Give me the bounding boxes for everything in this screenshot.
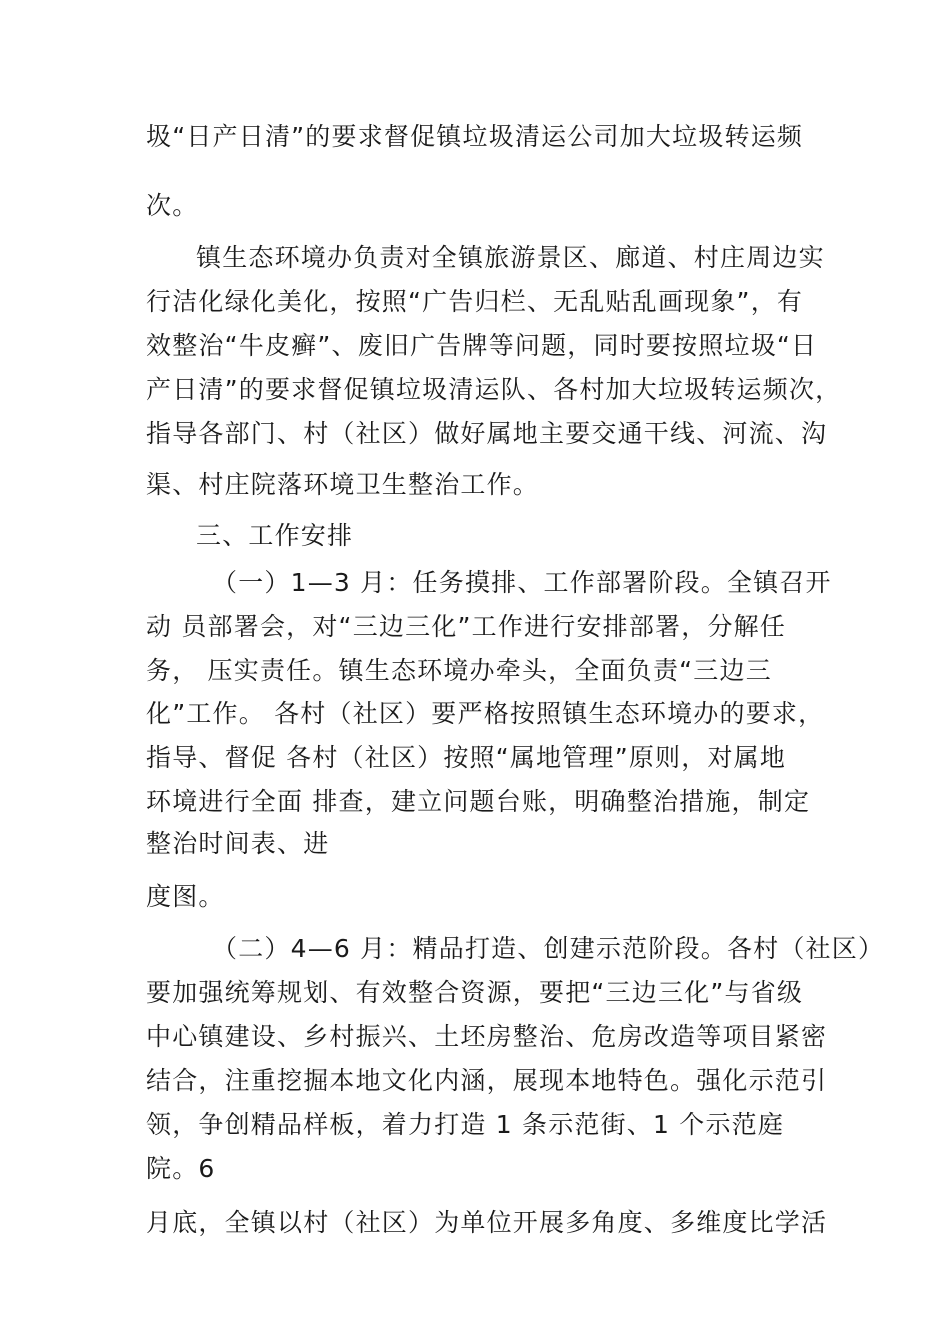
body-text-line: 要加强统筹规划、有效整合资源，要把“三边三化”与省级 [146, 978, 804, 1007]
body-text-line: 领，争创精品样板，着力打造 1 条示范街、1 个示范庭 [146, 1110, 785, 1139]
body-text-line: （二）4—6 月：精品打造、创建示范阶段。各村（社区） [212, 934, 885, 963]
body-text-line: 动 员部署会，对“三边三化”工作进行安排部署，分解任 [146, 612, 787, 641]
body-text-line: 指导各部门、村（社区）做好属地主要交通干线、河流、沟 [146, 419, 828, 448]
body-text-line: 院。6 [146, 1154, 216, 1183]
body-text-line: 渠、村庄院落环境卫生整治工作。 [146, 470, 540, 499]
section-heading: 三、工作安排 [196, 521, 354, 550]
body-text-line: 次。 [146, 191, 199, 220]
body-text-line: 务， 压实责任。镇生态环境办牵头，全面负责“三边三 [146, 656, 772, 685]
body-text-line: 中心镇建设、乡村振兴、土坯房整治、危房改造等项目紧密 [146, 1022, 828, 1051]
body-text-line: 整治时间表、进 [146, 829, 330, 858]
body-text-line: 月底，全镇以村（社区）为单位开展多角度、多维度比学活 [146, 1208, 828, 1237]
body-text-line: 产日清”的要求督促镇垃圾清运队、各村加大垃圾转运频次， [146, 375, 842, 404]
body-text-line: 镇生态环境办负责对全镇旅游景区、廊道、村庄周边实 [196, 243, 825, 272]
body-text-line: 指导、督促 各村（社区）按照“属地管理”原则，对属地 [146, 743, 787, 772]
body-text-line: 圾“日产日清”的要求督促镇垃圾清运公司加大垃圾转运频 [146, 122, 804, 151]
body-text-line: （一）1—3 月：任务摸排、工作部署阶段。全镇召开 [212, 568, 832, 597]
body-text-line: 效整治“牛皮癣”、废旧广告牌等问题，同时要按照垃圾“日 [146, 331, 818, 360]
body-text-line: 结合，注重挖掘本地文化内涵，展现本地特色。强化示范引 [146, 1066, 828, 1095]
body-text-line: 行洁化绿化美化，按照“广告归栏、无乱贴乱画现象”，有 [146, 287, 804, 316]
body-text-line: 环境进行全面 排查，建立问题台账，明确整治措施，制定 [146, 787, 811, 816]
body-text-line: 化”工作。 各村（社区）要严格按照镇生态环境办的要求， [146, 699, 825, 728]
body-text-line: 度图。 [146, 882, 225, 911]
